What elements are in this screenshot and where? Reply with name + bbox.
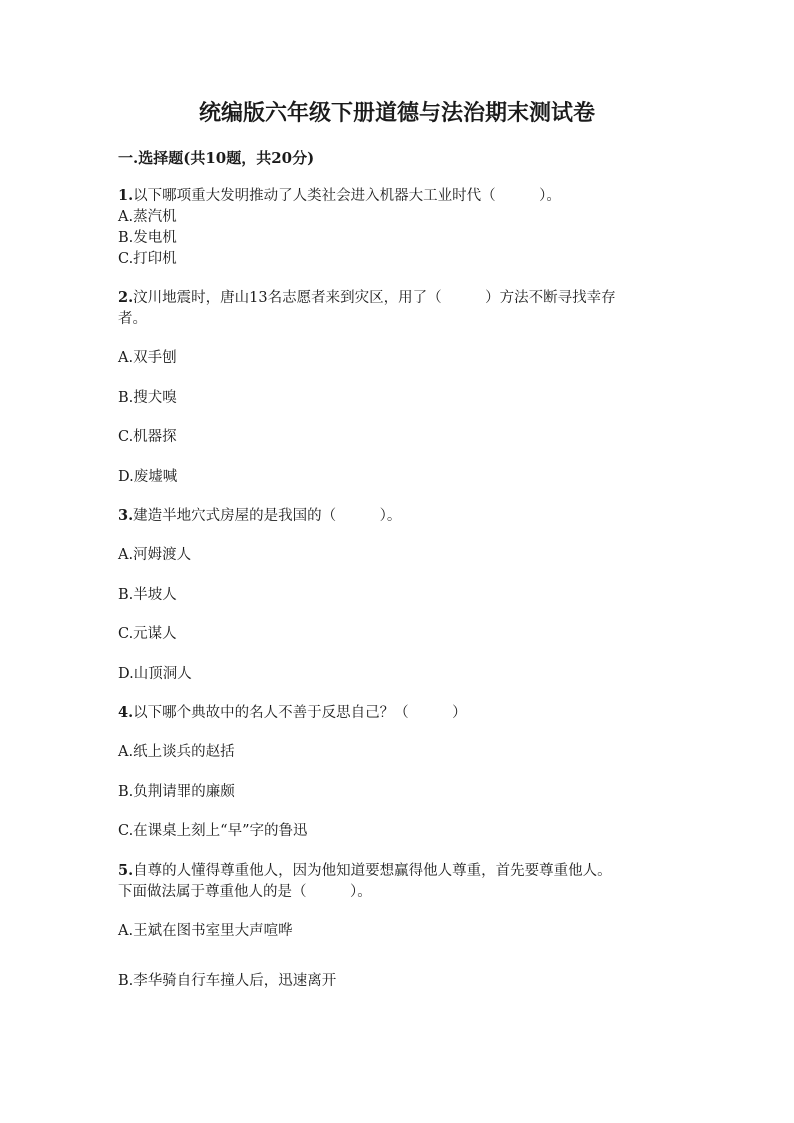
question-5-option-b: B.李华骑自行车撞人后，迅速离开 bbox=[118, 973, 337, 989]
section-heading: 一.选择题(共10题，共20分) bbox=[118, 149, 315, 167]
question-1-stem: 1.以下哪项重大发明推动了人类社会进入机器大工业时代（ ）。 bbox=[118, 187, 561, 204]
question-2-option-b: B.搜犬嗅 bbox=[118, 390, 177, 406]
question-4-option-a: A.纸上谈兵的赵括 bbox=[118, 744, 235, 760]
question-5-stem-continued: 下面做法属于尊重他人的是（ ）。 bbox=[118, 884, 372, 900]
question-3-option-b: B.半坡人 bbox=[118, 587, 177, 603]
question-3-option-a: A.河姆渡人 bbox=[118, 547, 192, 563]
question-4-option-c: C.在课桌上刻上“早”字的鲁迅 bbox=[118, 823, 308, 839]
question-number: 3. bbox=[118, 507, 134, 524]
question-2-stem-continued: 者。 bbox=[118, 311, 147, 327]
question-number: 4. bbox=[118, 704, 134, 721]
question-2-option-c: C.机器探 bbox=[118, 429, 177, 445]
question-2-option-d: D.废墟喊 bbox=[118, 469, 178, 485]
question-1-option-c: C.打印机 bbox=[118, 251, 177, 267]
question-3-stem: 3.建造半地穴式房屋的是我国的（ ）。 bbox=[118, 507, 402, 524]
question-number: 2. bbox=[118, 289, 134, 306]
question-3-option-d: D.山顶洞人 bbox=[118, 666, 192, 682]
question-5-stem: 5.自尊的人懂得尊重他人，因为他知道要想赢得他人尊重，首先要尊重他人。 bbox=[118, 862, 612, 879]
question-number: 1. bbox=[118, 187, 134, 204]
question-number: 5. bbox=[118, 862, 134, 879]
question-4-option-b: B.负荆请罪的廉颇 bbox=[118, 784, 235, 800]
question-1-option-a: A.蒸汽机 bbox=[118, 209, 177, 225]
page-title: 统编版六年级下册道德与法治期末测试卷 bbox=[198, 100, 595, 126]
question-2-stem: 2.汶川地震时，唐山13名志愿者来到灾区，用了（ ）方法不断寻找幸存 bbox=[118, 289, 616, 306]
question-5-option-a: A.王斌在图书室里大声喧哗 bbox=[118, 923, 293, 939]
question-3-option-c: C.元谋人 bbox=[118, 626, 177, 642]
question-4-stem: 4.以下哪个典故中的名人不善于反思自己？（ ） bbox=[118, 704, 467, 721]
question-1-option-b: B.发电机 bbox=[118, 230, 177, 246]
question-2-option-a: A.双手刨 bbox=[118, 350, 177, 366]
